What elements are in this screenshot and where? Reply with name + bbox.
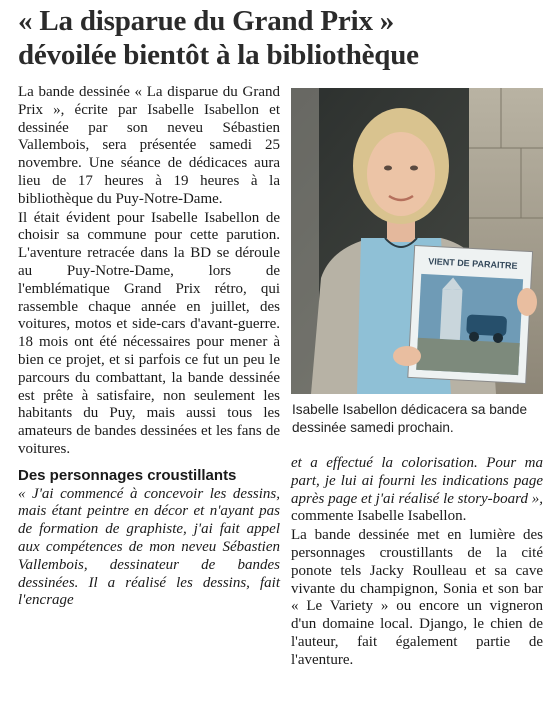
- headline-line-1: « La disparue du Grand Prix »: [18, 5, 395, 37]
- headline-line-2: dévoilée bientôt à la bibliothèque: [18, 39, 419, 71]
- section-subhead: Des personnages croustillants: [18, 466, 237, 484]
- book-cover-title: VIENT DE PARAITRE: [427, 256, 518, 271]
- article-photo: [291, 88, 543, 394]
- intro-paragraph: La bande dessinée « La disparue du Grand Prix », écrite par Isabelle Isabellon et dessinée par son neveu Sébastien Vallembois, sera présentée samedi 25 novembre. Une séance de dédicaces aura lieu de 17 heures à 19 heures à la bibliothèque du Puy-Notre-Dame.: [18, 84, 280, 207]
- quote-paragraph-start: « J'ai commencé à concevoir les dessins, mais étant peintre en décor et n'ayant pas de formation de graphiste, j'ai fait appel aux compétences de mon neveu Sébastien Vallembois, dessinateur de bandes dessinées. Il a réalisé les dessins, fait l'encrage: [18, 485, 280, 609]
- right-column: [291, 455, 543, 670]
- quote-continuation: et a effectué la colorisation. Pour ma part, je lui ai fourni les indications page après page et j'ai réalisé le story-board »,: [291, 455, 543, 507]
- quote-attribution: commente Isabelle Isabellon.: [291, 508, 467, 525]
- left-column: [18, 84, 280, 610]
- photo-illustration: [291, 88, 543, 394]
- article-headline: [18, 4, 538, 72]
- closing-paragraph: La bande dessinée met en lumière des personnages croustillants de la cité ponote tels Jacky Roulleau et sa cave vivante du champignon, Sonia et son bar « Le Variety » ou encore un vigneron d'un domaine local. Django, le chien de l'auteur, fait également partie de l'aventure.: [291, 527, 543, 668]
- quote-paragraph-end: [291, 455, 543, 526]
- photo-caption: Isabelle Isabellon dédicacera sa bande dessinée samedi prochain.: [292, 402, 528, 435]
- body-paragraph: Il était évident pour Isabelle Isabellon de choisir sa commune pour cette parution. L'aventure retracée dans la BD se déroule au Puy-Notre-Dame, lors de l'emblématique Grand Prix rétro, qui rassemble chaque année en juillet, des voitures, motos et side-cars d'avant-guerre. 18 mois ont été nécessaires pour mener à bien ce projet, et si parfois ce fut un peu le parcours du combattant, la bande dessinée est prête à satisfaire, non seulement les habitants du Puy, mais aussi tous les amateurs de bandes dessinées et les fans de voitures.: [18, 209, 280, 457]
